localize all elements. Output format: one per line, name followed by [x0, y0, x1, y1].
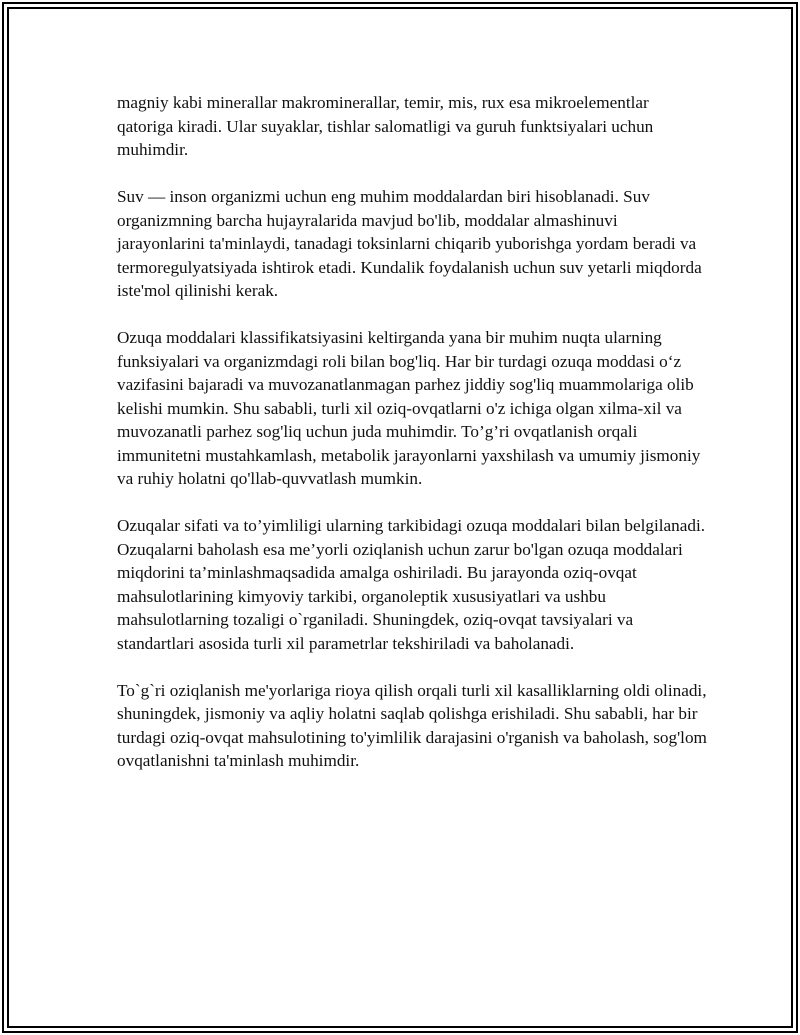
document-body [117, 91, 707, 796]
paragraph-proper-nutrition: To`g`ri oziqlanish me'yorlariga rioya qilish orqali turli xil kasalliklarning oldi olinadi, shuningdek, jismoniy va aqliy holatni saqlab qolishga erishiladi. Shu sababli, har bir turdagi oziq-ovqat mahsulotining to'yimlilik darajasini o'rganish va baholash, sog'lom ovqatlanishni ta'minlash muhimdir. [117, 680, 707, 770]
paragraph-water: Suv — inson organizmi uchun eng muhim moddalardan biri hisoblanadi. Suv organizmning barcha hujayralarida mavjud bo'lib, moddalar almashinuvi jarayonlarini ta'minlaydi, tanadagi toksinlarni chiqarib yuborishga yordam beradi va termoregulyatsiyada ishtirok etadi. Kundalik foydalanish uchun suv yetarli miqdorda iste'mol qilinishi kerak. [117, 187, 702, 300]
paragraph-food-quality: Ozuqalar sifati va to’yimliligi ularning tarkibidagi ozuqa moddalari bilan belgilanadi. Ozuqalarni baholash esa me’yorli oziqlanish uchun zarur bo'lgan ozuqa moddalari miqdorini ta’minlashmaqsadida amalga oshiriladi. Bu jarayonda oziq-ovqat mahsulotlarining kimyoviy tarkibi, organoleptik xususiyatlari va ushbu mahsulotlarning tozaligi o`rganiladi. Shuningdek, oziq-ovqat tavsiyalari va standartlari asosida turli xil parametrlar tekshiriladi va baholanadi. [117, 516, 706, 653]
paragraph-nutrient-classification: Ozuqa moddalari klassifikatsiyasini keltirganda yana bir muhim nuqta ularning funksiyalari va organizmdagi roli bilan bog'liq. Har bir turdagi ozuqa moddasi o‘z vazifasini bajaradi va muvozanatlanmagan parhez jiddiy sog'liq muammolariga olib kelishi mumkin. Shu sababli, turli xil oziq-ovqatlarni o'z ichiga olgan xilma-xil va muvozanatli parhez sog'liq uchun juda muhimdir. To’g’ri ovqatlanish orqali immunitetni mustahkamlash, metabolik jarayonlarni yaxshilash va umumiy jismoniy va ruhiy holatni qo'llab-quvvatlash mumkin. [117, 328, 701, 488]
paragraph-minerals: magniy kabi minerallar makrominerallar, temir, mis, rux esa mikroelementlar qatoriga kiradi. Ular suyaklar, tishlar salomatligi va guruh funktsiyalari uchun muhimdir. [117, 93, 654, 159]
